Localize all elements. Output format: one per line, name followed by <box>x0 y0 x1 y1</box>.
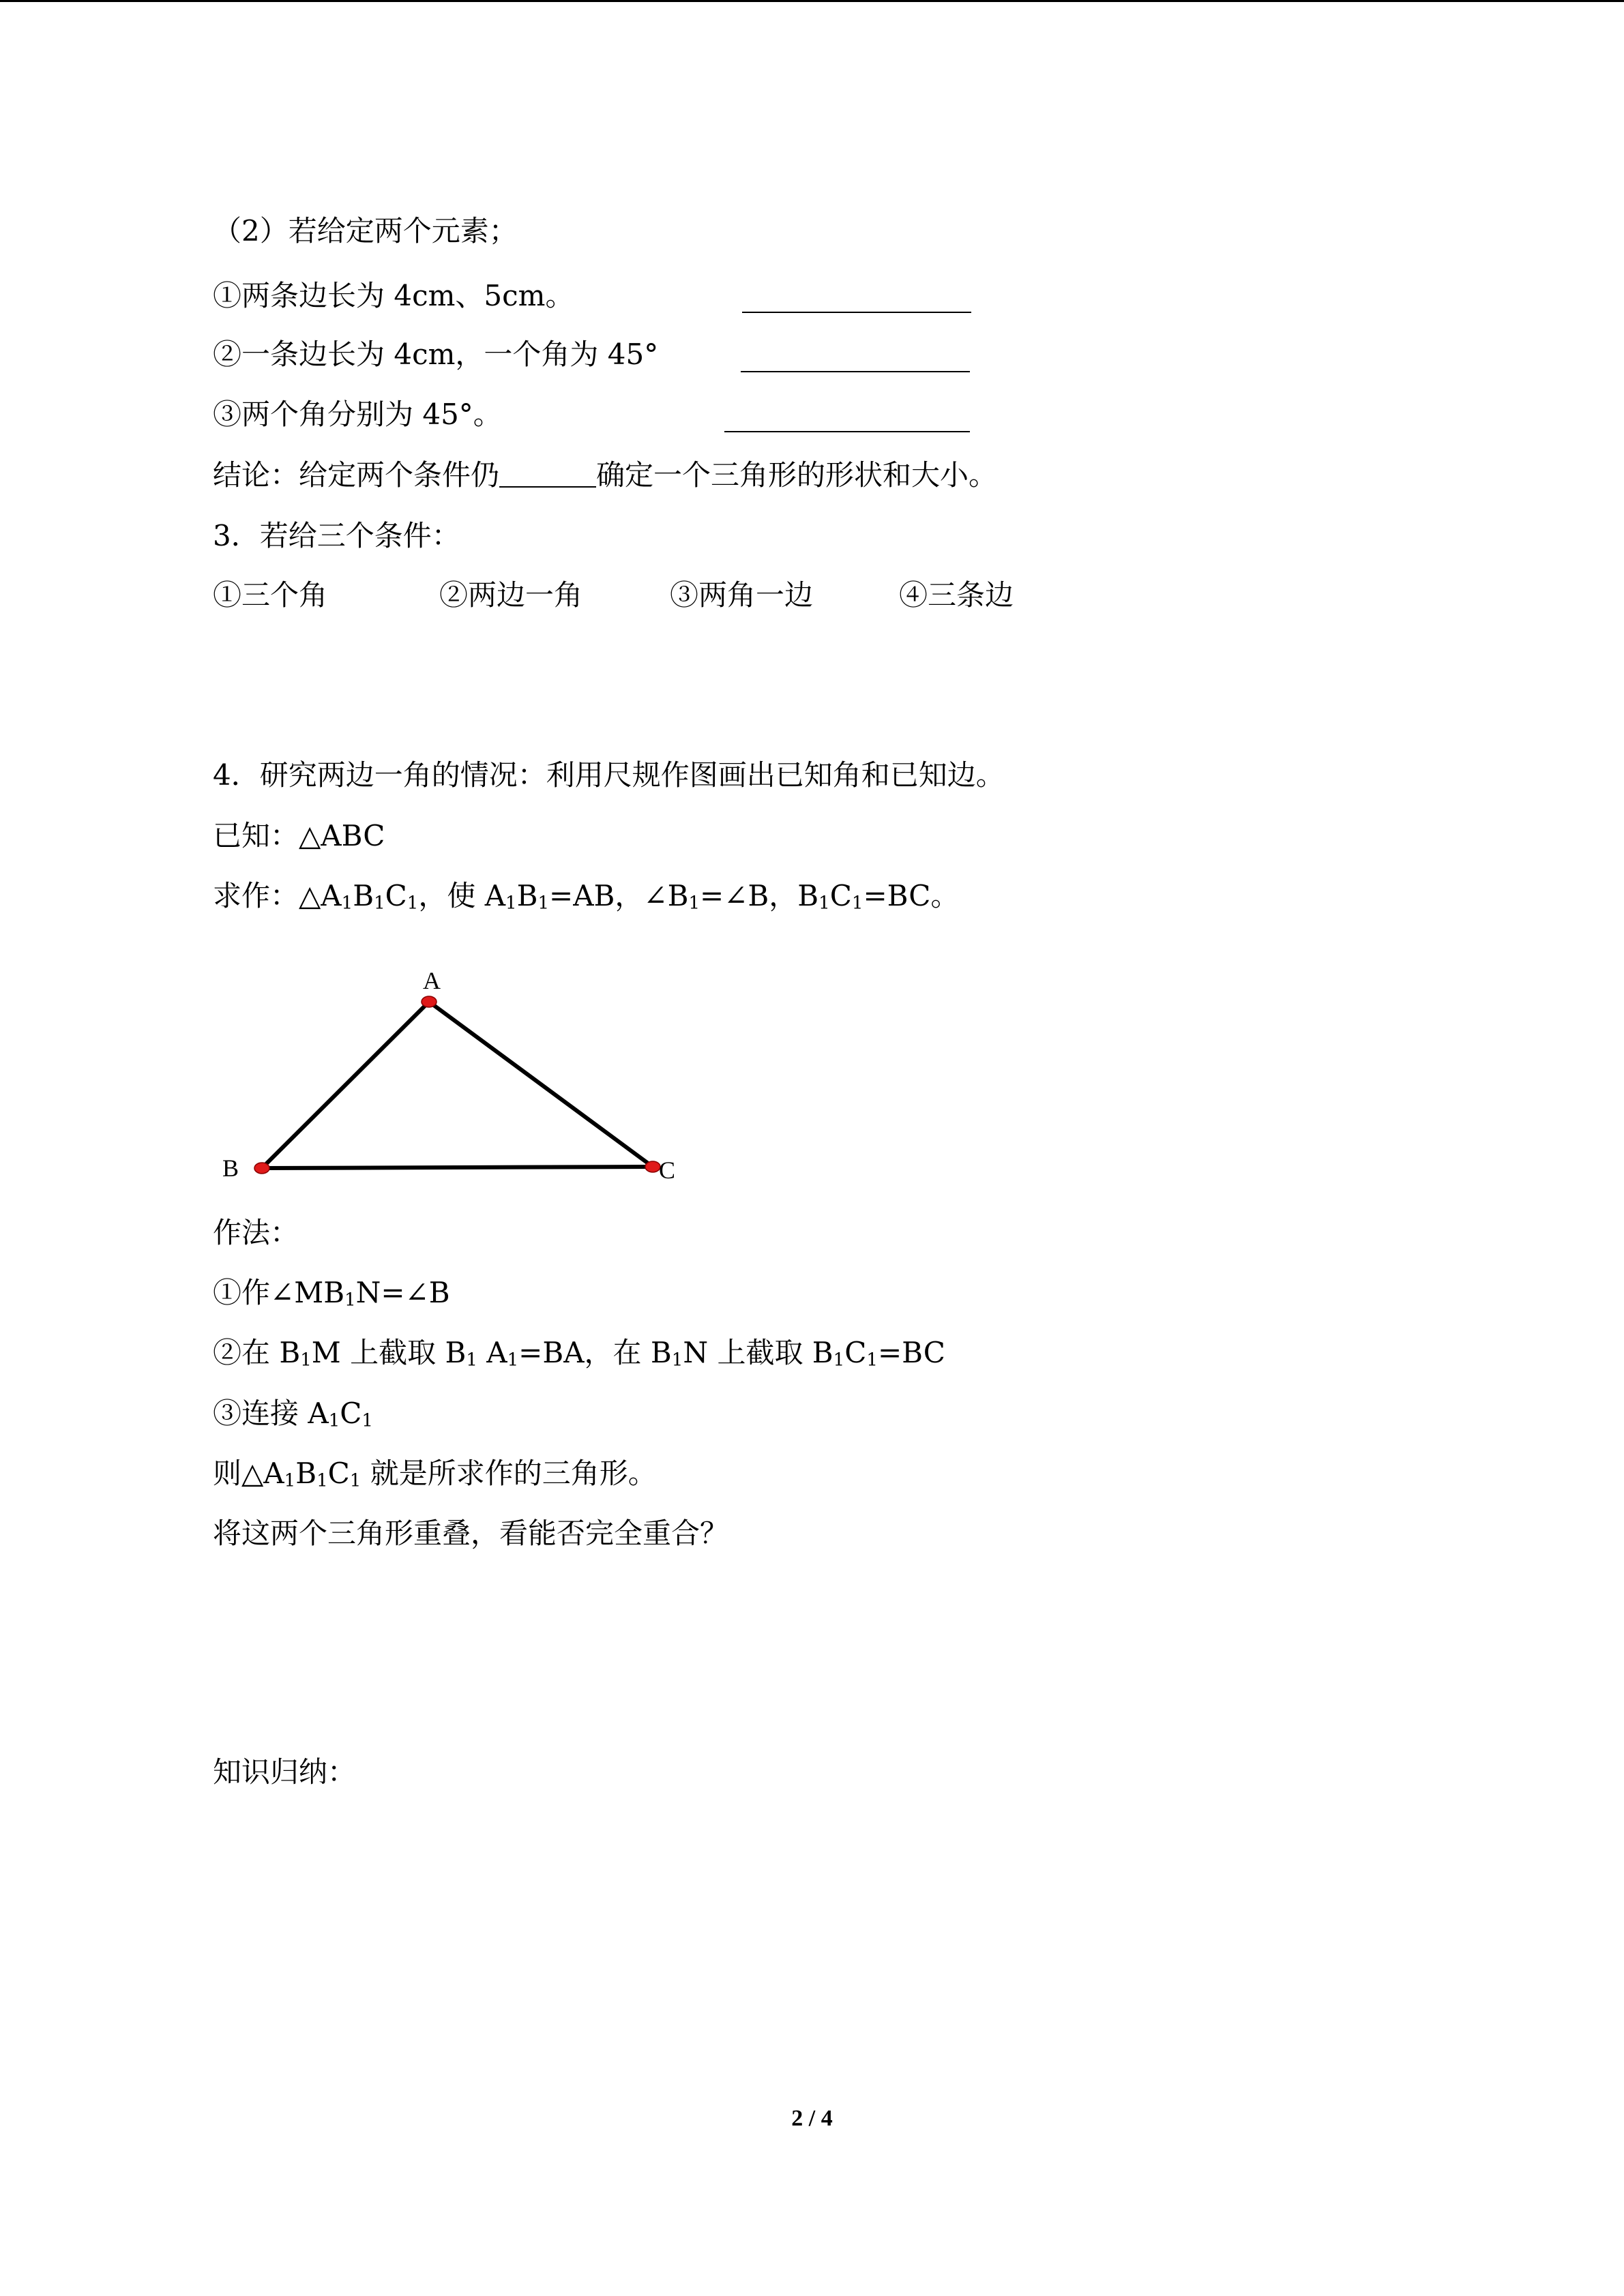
answer-blank-2[interactable] <box>741 371 970 372</box>
option-2: ②两边一角 <box>439 578 583 612</box>
vertex-a-point <box>422 996 437 1007</box>
side-ab <box>262 1002 429 1168</box>
section-3-heading: 3．若给三个条件： <box>213 519 460 552</box>
step-2: ②在 $B_1M$ 上截取 $B_1$ $A_1=BA$，在 $B_1N$ 上截取 $B_1C_1=BC$ <box>213 1336 945 1371</box>
item-2-text: ②一条边长为 4cm，一个角为 45° <box>213 338 659 371</box>
step-1: ①作$\angle MB_1N=\angle B$ <box>213 1276 450 1311</box>
step-3: ③连接 $A_1C_1$ <box>213 1397 373 1431</box>
page-top-border <box>0 0 1624 2</box>
option-1: ①三个角 <box>213 578 328 612</box>
item-1-text: ①两条边长为 4cm、5cm。 <box>213 279 574 312</box>
overlap-question: 将这两个三角形重叠，看能否完全重合？ <box>213 1517 729 1550</box>
section-2-heading: （2）若给定两个元素； <box>213 214 518 248</box>
known-line: 已知：△ABC <box>213 819 385 852</box>
vertex-c-point <box>645 1161 660 1172</box>
item-3-text: ③两个角分别为 45°。 <box>213 398 502 431</box>
side-bc <box>262 1167 653 1168</box>
vertex-b-point <box>254 1163 269 1174</box>
conclusion-pre: 结论：给定两个条件仍 <box>213 458 500 492</box>
conclusion-blank[interactable] <box>499 463 596 488</box>
page-number: 2 / 4 <box>791 2106 833 2131</box>
vertex-b-label: B <box>222 1154 239 1182</box>
result-line: 则$\triangle A_1B_1C_1$ 就是所求作的三角形。 <box>213 1457 657 1491</box>
summary-heading: 知识归纳： <box>213 1755 357 1789</box>
section-4-heading: 4．研究两边一角的情况：利用尺规作图画出已知角和已知边。 <box>213 758 1005 792</box>
conclusion-line <box>213 458 998 492</box>
conclusion-post: 确定一个三角形的形状和大小。 <box>596 458 998 492</box>
option-4: ④三条边 <box>899 578 1014 612</box>
method-title: 作法： <box>213 1216 299 1249</box>
find-line: 求作：$\triangle A_1B_1C_1$，使 $A_1B_1=AB$，$\angle B_1=\angle B$，$B_1C_1=BC$。 <box>213 879 960 914</box>
vertex-c-label: C <box>659 1157 676 1184</box>
answer-blank-3[interactable] <box>724 431 970 432</box>
answer-blank-1[interactable] <box>742 312 971 313</box>
vertex-a-label: A <box>423 967 441 994</box>
option-3: ③两角一边 <box>670 578 814 612</box>
side-ac <box>429 1002 653 1167</box>
triangle-abc-figure <box>211 958 703 1193</box>
